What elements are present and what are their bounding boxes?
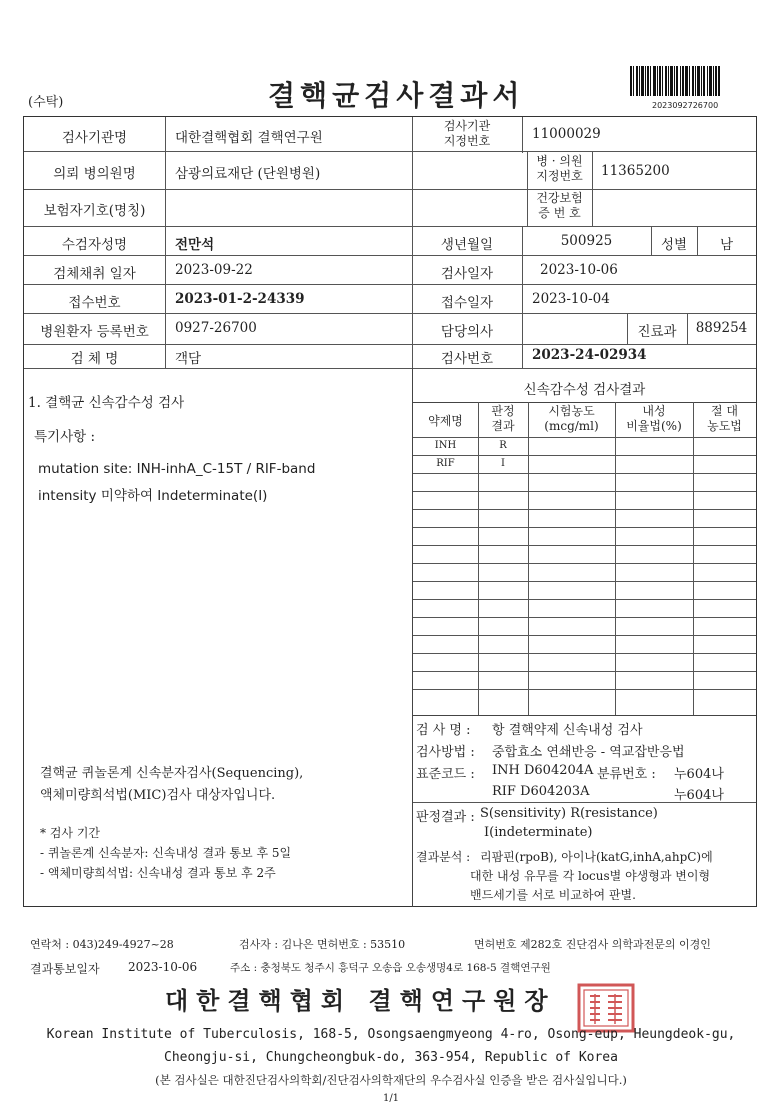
patient-value: 전만석 (175, 237, 215, 253)
judgement-line-1: S(sensitivity) R(resistance) (480, 806, 658, 821)
collect-date-value: 2023-09-22 (175, 262, 253, 278)
header-judgement: 판정 결과 (491, 404, 515, 433)
hospital-value: 삼광의료재단 (단원병원) (175, 166, 321, 182)
test-name-value: 항 결핵약제 신속내성 검사 (492, 723, 643, 738)
barcode-number: 2023092726700 (652, 101, 719, 110)
examiner-info: 검사자 : 김나은 면허번호 : 53510 (239, 938, 406, 951)
standard-code-label: 표준코드 : (416, 767, 475, 782)
judgement-label: 판정결과 : (416, 810, 475, 825)
test-period-line-2: - 액체미량희석법: 신속내성 결과 통보 후 2주 (40, 866, 276, 880)
department-value: 889254 (695, 320, 748, 336)
mutation-note-line-2: intensity 미약하여 Indeterminate(I) (38, 488, 268, 504)
header-drug: 약제명 (428, 414, 463, 428)
english-address-line-1: Korean Institute of Tuberculosis, 168-5, Osongsaengmyeong 4-ro, Osong-eup, Heungdeok-gu, (46, 1027, 736, 1042)
row-result-inh: R (499, 440, 507, 451)
report-date-value: 2023-10-06 (128, 960, 198, 974)
class-number-1: 누604나 (674, 767, 724, 782)
english-address-line-2: Cheongju-si, Chungcheongbuk-do, 363-954, Republic of Korea (164, 1050, 618, 1065)
specimen-label: 검 체 명 (70, 351, 119, 367)
sex-label: 성별 (660, 237, 688, 253)
analysis-line-1: 리팜핀(rpoB), 아이나(katG,inhA,ahpC)에 (480, 850, 713, 864)
birth-value: 500925 (560, 233, 613, 249)
birth-label: 생년월일 (440, 237, 494, 253)
page-number: 1/1 (382, 1093, 400, 1104)
row-drug-inh: INH (434, 440, 457, 451)
document-title: 결핵균검사결과서 (268, 79, 525, 112)
hospital-label: 의뢰 병의원명 (53, 166, 136, 182)
class-number-2: 누604나 (674, 788, 724, 803)
specimen-value: 객담 (175, 351, 202, 367)
analysis-line-2: 대한 내성 유무를 각 locus별 야생형과 변이형 (470, 869, 711, 883)
hospital-code-value: 11365200 (601, 163, 670, 179)
doctor-label: 담당의사 (440, 324, 494, 340)
header-resistance-ratio: 내성 비율법(%) (626, 404, 682, 433)
result-table-title: 신속감수성 검사결과 (523, 382, 646, 398)
institution-value: 대한결핵협회 결핵연구원 (175, 130, 323, 146)
header-concentration: 시험농도 (mcg/ml) (544, 404, 599, 433)
category-label: (수탁) (28, 95, 64, 110)
patient-label: 수검자성명 (61, 237, 128, 253)
test-method-label: 검사방법 : (416, 745, 475, 760)
receipt-date-value: 2023-10-04 (532, 291, 610, 307)
institution-code-value: 11000029 (532, 126, 601, 142)
test-method-value: 중합효소 연쇄반응 - 역교잡반응법 (492, 745, 685, 760)
test-number-value: 2023-24-02934 (532, 347, 647, 363)
mutation-note-line-1: mutation site: INH-inhA_C-15T / RIF-band (38, 461, 316, 477)
section-title: 1. 결핵균 신속감수성 검사 (28, 395, 185, 411)
address: 주소 : 충청북도 청주시 흥덕구 오송읍 오송생명4로 168-5 결핵연구원 (230, 962, 551, 974)
receipt-number-label: 접수번호 (68, 295, 121, 311)
receipt-date-label: 접수일자 (440, 295, 494, 311)
institution-label: 검사기관명 (61, 130, 128, 146)
certification-note: (본 검사실은 대한진단검사의학회/진단검사의학재단의 우수검사실 인증을 받은 검사실입니다.) (155, 1073, 627, 1087)
department-label: 진료과 (637, 324, 677, 340)
organization-name: 대한결핵협회 결핵연구원장 (165, 986, 556, 1015)
row-result-rif: I (501, 458, 505, 469)
row-drug-rif: RIF (436, 458, 455, 469)
test-date-value: 2023-10-06 (540, 262, 618, 278)
contact-info: 연락처 : 043)249-4927~28 (30, 938, 174, 951)
standard-code-1: INH D604204A (492, 763, 594, 778)
health-insurance-label: 건강보험 증 번 호 (536, 191, 583, 220)
collect-date-label: 검체채취 일자 (53, 266, 136, 282)
header-absolute-concentration: 절 대 농도법 (707, 404, 742, 433)
specialist-info: 면허번호 제282호 진단검사 의학과전문의 이경인 (474, 938, 711, 951)
test-period-line-1: - 퀴놀론계 신속분자: 신속내성 결과 통보 후 5일 (40, 846, 292, 860)
hospital-code-label: 병 · 의원 지정번호 (536, 154, 583, 183)
test-date-label: 검사일자 (440, 266, 494, 282)
judgement-line-2: I(indeterminate) (484, 825, 593, 840)
registration-number-label: 병원환자 등록번호 (40, 324, 149, 340)
standard-code-2: RIF D604203A (492, 784, 590, 799)
method-note-line-2: 액체미량희석법(MIC)검사 대상자입니다. (40, 788, 276, 803)
institution-code-label: 검사기관 지정번호 (443, 119, 491, 148)
report-date-label: 결과통보일자 (30, 962, 100, 976)
test-info-divider (413, 802, 756, 803)
test-period-title: * 검사 기간 (40, 826, 100, 840)
registration-number-value: 0927-26700 (175, 320, 257, 336)
class-number-label: 분류번호 : (597, 767, 656, 782)
sex-value: 남 (719, 237, 734, 253)
analysis-label: 결과분석 : (416, 850, 471, 864)
test-number-label: 검사번호 (440, 351, 494, 367)
receipt-number-value: 2023-01-2-24339 (175, 291, 305, 307)
insurer-label: 보험자기호(명칭) (43, 203, 146, 219)
method-note-line-1: 결핵균 퀴놀론계 신속분자검사(Sequencing), (40, 766, 304, 781)
test-name-label: 검 사 명 : (416, 723, 471, 738)
notes-label: 특기사항 : (34, 429, 96, 445)
barcode (630, 66, 720, 102)
analysis-line-3: 밴드세기를 서로 비교하여 판별. (470, 888, 636, 902)
